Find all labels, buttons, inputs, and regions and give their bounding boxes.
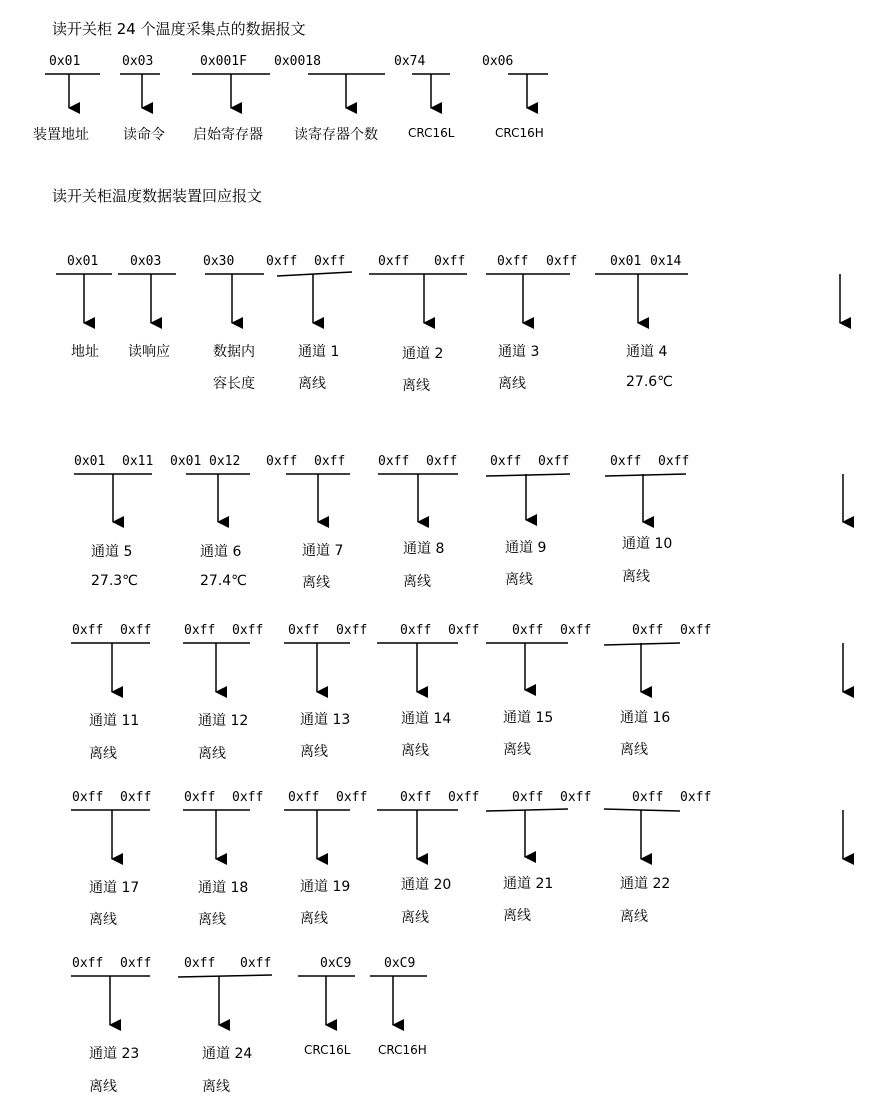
hex-value: 0xff <box>184 623 216 638</box>
hex-value: 0xff <box>610 454 642 469</box>
hex-value: 0x01 <box>610 254 642 269</box>
channel-status: 离线 <box>202 1079 230 1095</box>
hex-value: 0xff <box>336 623 368 638</box>
channel-label: 通道 24 <box>202 1046 253 1062</box>
hex-value: 0xff <box>378 254 410 269</box>
hex-value: 0xff <box>72 956 104 971</box>
channel-status: 离线 <box>300 744 328 760</box>
hex-value: 0x01 <box>170 454 202 469</box>
hex-value: 0xff <box>658 454 690 469</box>
hex-value: 0xff <box>72 790 104 805</box>
hex-value: 0xff <box>512 623 544 638</box>
hex-value: 0x14 <box>650 254 682 269</box>
channel-label: 通道 22 <box>620 876 671 892</box>
bar <box>486 474 570 476</box>
channel-status: 离线 <box>89 1079 117 1095</box>
request-title: 读开关柜 24 个温度采集点的数据报文 <box>52 20 306 38</box>
channel-status: 离线 <box>403 574 431 590</box>
hex-value: 0xff <box>378 454 410 469</box>
field-label: CRC16L <box>408 126 455 140</box>
hex-value: 0x12 <box>209 454 241 469</box>
field-label: 读寄存器个数 <box>294 127 378 143</box>
channel-label: 通道 11 <box>89 713 140 729</box>
hex-value: 0xff <box>336 790 368 805</box>
field-label: 容长度 <box>213 376 255 392</box>
channel-label: 通道 16 <box>620 710 671 726</box>
channel-status: 离线 <box>298 376 326 392</box>
hex-value: 0xff <box>546 254 578 269</box>
hex-value: 0xff <box>314 254 346 269</box>
hex-value: 0xff <box>680 623 712 638</box>
field-label: 装置地址 <box>33 127 89 143</box>
channel-status: 离线 <box>505 572 533 588</box>
hex-value: 0xff <box>120 790 152 805</box>
channel-label: 通道 14 <box>401 711 452 727</box>
hex-value: 0x01 <box>49 54 81 69</box>
hex-value: 0xff <box>512 790 544 805</box>
channel-label: 通道 5 <box>91 544 133 560</box>
hex-value: 0xff <box>426 454 458 469</box>
hex-value: 0xff <box>560 623 592 638</box>
hex-value: 0x11 <box>122 454 154 469</box>
hex-value: 0xff <box>184 790 216 805</box>
channel-status: 离线 <box>402 378 430 394</box>
channel-label: 通道 1 <box>298 344 340 360</box>
hex-value: 0xff <box>448 623 480 638</box>
field-label: CRC16H <box>378 1043 427 1057</box>
channel-status: 离线 <box>300 911 328 927</box>
field-label: CRC16H <box>495 126 544 140</box>
bar <box>605 474 686 476</box>
hex-value: 0xff <box>288 790 320 805</box>
hex-value: 0xff <box>538 454 570 469</box>
hex-value: 0xff <box>72 623 104 638</box>
channel-status: 离线 <box>198 746 226 762</box>
channel-label: 通道 20 <box>401 877 452 893</box>
bar <box>178 975 272 977</box>
hex-value: 0x06 <box>482 54 514 69</box>
bar <box>604 809 680 811</box>
channel-status: 离线 <box>89 746 117 762</box>
channel-status: 离线 <box>620 742 648 758</box>
hex-value: 0xff <box>632 623 664 638</box>
hex-value: 0xff <box>400 623 432 638</box>
field-label: 启始寄存器 <box>193 127 263 143</box>
channel-status: 离线 <box>401 743 429 759</box>
channel-status: 离线 <box>503 908 531 924</box>
channel-status: 离线 <box>498 376 526 392</box>
hex-value: 0xff <box>680 790 712 805</box>
hex-value: 0xff <box>314 454 346 469</box>
channel-label: 通道 3 <box>498 344 540 360</box>
channel-label: 通道 4 <box>626 344 668 360</box>
hex-value: 0xff <box>232 790 264 805</box>
channel-status: 离线 <box>620 909 648 925</box>
channel-label: 通道 23 <box>89 1046 140 1062</box>
hex-value: 0x03 <box>122 54 154 69</box>
channel-temperature: 27.3℃ <box>91 573 138 589</box>
channel-label: 通道 10 <box>622 536 673 552</box>
channel-label: 通道 18 <box>198 880 249 896</box>
field-label: 读命令 <box>123 127 165 143</box>
channel-temperature: 27.6℃ <box>626 374 673 390</box>
channel-temperature: 27.4℃ <box>200 573 247 589</box>
channel-status: 离线 <box>503 742 531 758</box>
hex-value: 0x0018 <box>274 54 321 69</box>
channel-label: 通道 19 <box>300 879 351 895</box>
hex-value: 0xff <box>184 956 216 971</box>
hex-value: 0xff <box>240 956 272 971</box>
field-label: CRC16L <box>304 1043 351 1057</box>
hex-value: 0x01 <box>67 254 99 269</box>
channel-label: 通道 17 <box>89 880 140 896</box>
field-label: 地址 <box>71 344 99 360</box>
hex-value: 0x74 <box>394 54 426 69</box>
hex-value: 0xff <box>288 623 320 638</box>
hex-value: 0xff <box>120 623 152 638</box>
hex-value: 0x30 <box>203 254 235 269</box>
channel-label: 通道 9 <box>505 540 547 556</box>
hex-value: 0xC9 <box>320 956 352 971</box>
channel-label: 通道 7 <box>302 543 344 559</box>
bar <box>486 809 568 811</box>
hex-value: 0xff <box>266 254 298 269</box>
bar <box>604 643 680 645</box>
bar <box>277 272 352 276</box>
channel-status: 离线 <box>401 910 429 926</box>
hex-value: 0xff <box>232 623 264 638</box>
hex-value: 0x001F <box>200 54 247 69</box>
channel-label: 通道 13 <box>300 712 351 728</box>
hex-value: 0xff <box>490 454 522 469</box>
field-label: 数据内 <box>213 344 255 360</box>
hex-value: 0xC9 <box>384 956 416 971</box>
channel-status: 离线 <box>302 575 330 591</box>
channel-label: 通道 12 <box>198 713 249 729</box>
hex-value: 0xff <box>448 790 480 805</box>
hex-value: 0xff <box>120 956 152 971</box>
channel-label: 通道 15 <box>503 710 554 726</box>
channel-label: 通道 21 <box>503 876 554 892</box>
hex-value: 0x03 <box>130 254 162 269</box>
hex-value: 0xff <box>632 790 664 805</box>
hex-value: 0xff <box>434 254 466 269</box>
channel-status: 离线 <box>622 569 650 585</box>
hex-value: 0x01 <box>74 454 106 469</box>
hex-value: 0xff <box>266 454 298 469</box>
channel-status: 离线 <box>198 912 226 928</box>
hex-value: 0xff <box>497 254 529 269</box>
channel-status: 离线 <box>89 912 117 928</box>
response-title: 读开关柜温度数据装置回应报文 <box>52 187 263 205</box>
channel-label: 通道 8 <box>403 541 445 557</box>
channel-label: 通道 2 <box>402 346 444 362</box>
channel-label: 通道 6 <box>200 544 242 560</box>
hex-value: 0xff <box>560 790 592 805</box>
field-label: 读响应 <box>128 344 170 360</box>
hex-value: 0xff <box>400 790 432 805</box>
